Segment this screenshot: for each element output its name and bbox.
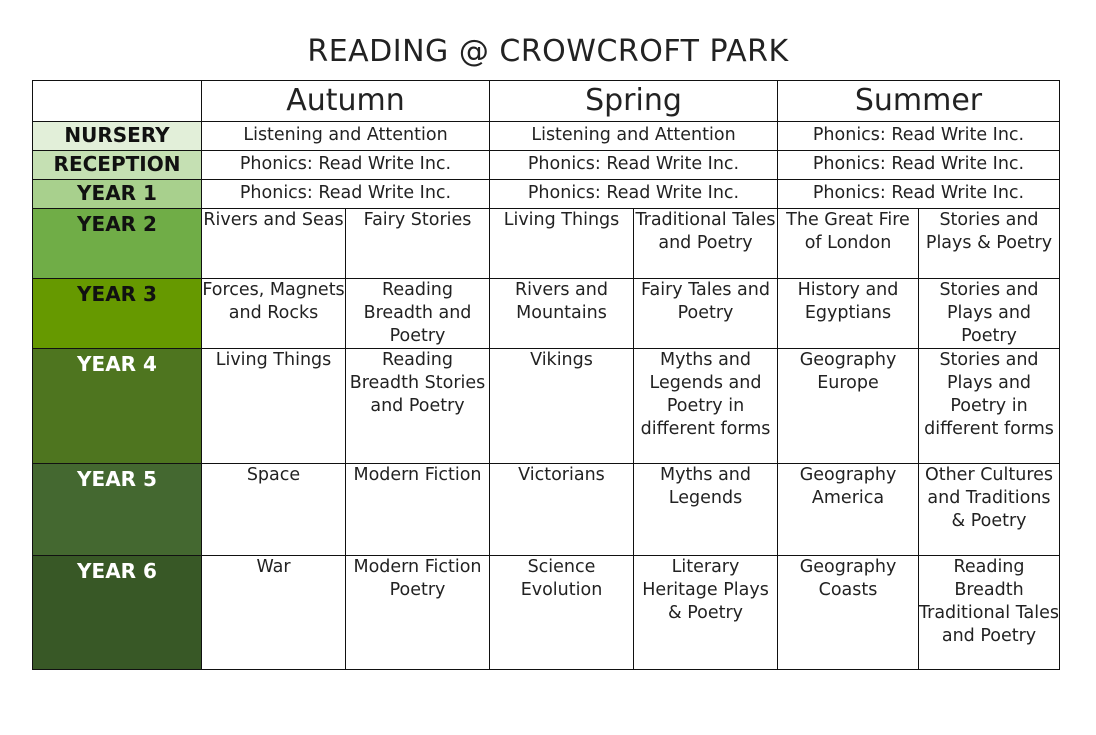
table-cell: Phonics: Read Write Inc. bbox=[778, 151, 1060, 180]
table-cell: Phonics: Read Write Inc. bbox=[202, 151, 490, 180]
table-row bbox=[33, 122, 1060, 151]
corner-cell bbox=[33, 81, 202, 122]
table-cell: Geography America bbox=[778, 464, 919, 556]
year-label: RECEPTION bbox=[33, 151, 202, 180]
table-cell: Myths and Legends and Poetry in different forms bbox=[634, 349, 778, 464]
season-header-summer: Summer bbox=[778, 81, 1060, 122]
table-row bbox=[33, 464, 1060, 556]
table-cell: Science Evolution bbox=[490, 556, 634, 670]
table-cell: The Great Fire of London bbox=[778, 209, 919, 279]
table-row bbox=[33, 180, 1060, 209]
table-row bbox=[33, 349, 1060, 464]
table-cell: Modern Fiction Poetry bbox=[346, 556, 490, 670]
table-cell: Myths and Legends bbox=[634, 464, 778, 556]
reading-curriculum-table bbox=[32, 80, 1060, 670]
season-header-row bbox=[33, 81, 1060, 122]
year-label: YEAR 4 bbox=[33, 349, 202, 464]
year-label: NURSERY bbox=[33, 122, 202, 151]
table-cell: Victorians bbox=[490, 464, 634, 556]
table-cell: Literary Heritage Plays & Poetry bbox=[634, 556, 778, 670]
table-cell: Rivers and Seas bbox=[202, 209, 346, 279]
table-cell: Stories and Plays and Poetry bbox=[919, 279, 1060, 349]
table-cell: Rivers and Mountains bbox=[490, 279, 634, 349]
table-row bbox=[33, 151, 1060, 180]
table-cell: Modern Fiction bbox=[346, 464, 490, 556]
table-cell: War bbox=[202, 556, 346, 670]
year-label: YEAR 6 bbox=[33, 556, 202, 670]
table-cell: Reading Breadth and Poetry bbox=[346, 279, 490, 349]
table-cell: Geography Europe bbox=[778, 349, 919, 464]
table-cell: Phonics: Read Write Inc. bbox=[490, 151, 778, 180]
table-cell: Geography Coasts bbox=[778, 556, 919, 670]
year-label: YEAR 2 bbox=[33, 209, 202, 279]
table-cell: Reading Breadth Stories and Poetry bbox=[346, 349, 490, 464]
table-cell: Forces, Magnets and Rocks bbox=[202, 279, 346, 349]
table-cell: Phonics: Read Write Inc. bbox=[202, 180, 490, 209]
table-cell: Stories and Plays & Poetry bbox=[919, 209, 1060, 279]
table-cell: Living Things bbox=[202, 349, 346, 464]
table-row bbox=[33, 556, 1060, 670]
year-label: YEAR 5 bbox=[33, 464, 202, 556]
table-cell: Phonics: Read Write Inc. bbox=[778, 180, 1060, 209]
table-cell: Listening and Attention bbox=[490, 122, 778, 151]
table-cell: Phonics: Read Write Inc. bbox=[778, 122, 1060, 151]
table-row bbox=[33, 209, 1060, 279]
table-cell: Space bbox=[202, 464, 346, 556]
table-cell: Other Cultures and Traditions & Poetry bbox=[919, 464, 1060, 556]
table-cell: Vikings bbox=[490, 349, 634, 464]
page-title: READING @ CROWCROFT PARK bbox=[307, 34, 789, 69]
table-cell: Traditional Tales and Poetry bbox=[634, 209, 778, 279]
table-cell: Fairy Stories bbox=[346, 209, 490, 279]
table-cell: Listening and Attention bbox=[202, 122, 490, 151]
season-header-autumn: Autumn bbox=[202, 81, 490, 122]
table-cell: Fairy Tales and Poetry bbox=[634, 279, 778, 349]
year-label: YEAR 3 bbox=[33, 279, 202, 349]
table-cell: Phonics: Read Write Inc. bbox=[490, 180, 778, 209]
table-row bbox=[33, 279, 1060, 349]
table-cell: Reading Breadth Traditional Tales and Poetry bbox=[919, 556, 1060, 670]
table-cell: Living Things bbox=[490, 209, 634, 279]
table-cell: Stories and Plays and Poetry in different forms bbox=[919, 349, 1060, 464]
table-cell: History and Egyptians bbox=[778, 279, 919, 349]
year-label: YEAR 1 bbox=[33, 180, 202, 209]
season-header-spring: Spring bbox=[490, 81, 778, 122]
